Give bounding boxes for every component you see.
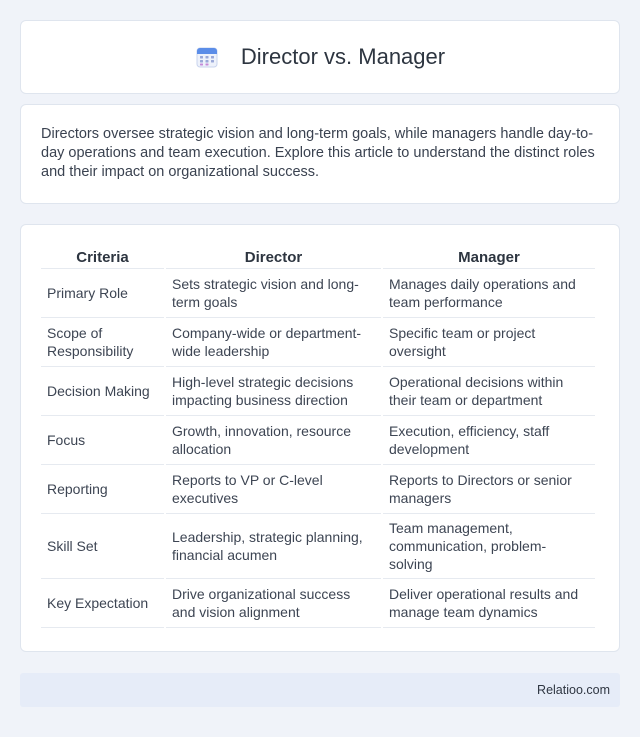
criteria-cell: Primary Role xyxy=(41,269,164,318)
table-header-row xyxy=(41,243,595,269)
manager-cell: Manages daily operations and team performance xyxy=(383,269,595,318)
table-row xyxy=(41,579,595,628)
footer xyxy=(20,673,620,707)
table-row xyxy=(41,318,595,367)
table-row xyxy=(41,514,595,579)
manager-cell: Team management, communication, problem-solving xyxy=(383,514,595,579)
table-row xyxy=(41,269,595,318)
director-cell: Sets strategic vision and long-term goals xyxy=(166,269,381,318)
page-title: Director vs. Manager xyxy=(240,44,446,69)
table-row xyxy=(41,465,595,514)
manager-cell: Execution, efficiency, staff development xyxy=(383,416,595,465)
manager-cell: Reports to Directors or senior managers xyxy=(383,465,595,514)
intro-card xyxy=(20,104,620,204)
criteria-cell: Reporting xyxy=(41,465,164,514)
director-cell: Drive organizational success and vision alignment xyxy=(166,579,381,628)
title-wrap xyxy=(195,44,445,70)
intro-text: Directors oversee strategic vision and long-term goals, while managers handle day-to-day operations and team execution. Explore this article to understand the distinct roles and their impact on organizational success. xyxy=(41,126,595,180)
header-director: Director xyxy=(166,243,381,269)
director-cell: Reports to VP or C-level executives xyxy=(166,465,381,514)
table-row xyxy=(41,367,595,416)
criteria-cell: Focus xyxy=(41,416,164,465)
director-cell: Growth, innovation, resource allocation xyxy=(166,416,381,465)
header-criteria: Criteria xyxy=(41,243,164,269)
footer-brand: Relatioo.com xyxy=(537,683,610,697)
manager-cell: Operational decisions within their team or department xyxy=(383,367,595,416)
title-card xyxy=(20,20,620,94)
director-cell: Leadership, strategic planning, financial acumen xyxy=(166,514,381,579)
criteria-cell: Scope of Responsibility xyxy=(41,318,164,367)
manager-cell: Specific team or project oversight xyxy=(383,318,595,367)
table-row xyxy=(41,416,595,465)
director-cell: Company-wide or department-wide leadership xyxy=(166,318,381,367)
criteria-cell: Decision Making xyxy=(41,367,164,416)
manager-cell: Deliver operational results and manage team dynamics xyxy=(383,579,595,628)
criteria-cell: Skill Set xyxy=(41,514,164,579)
criteria-cell: Key Expectation xyxy=(41,579,164,628)
calendar-icon xyxy=(195,45,219,69)
director-cell: High-level strategic decisions impacting business direction xyxy=(166,367,381,416)
header-manager: Manager xyxy=(383,243,595,269)
comparison-card xyxy=(20,224,620,652)
comparison-table xyxy=(39,243,597,628)
